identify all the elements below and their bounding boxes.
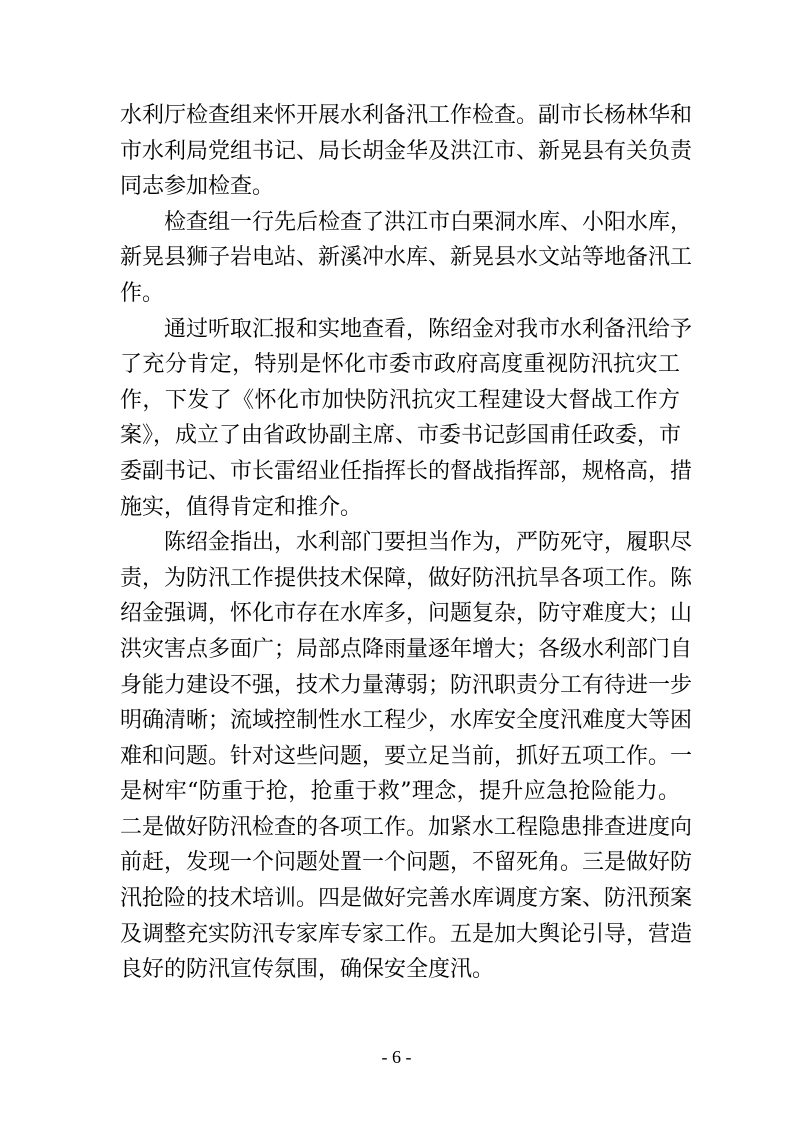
text-line: 前赶，发现一个问题处置一个问题，不留死角。三是做好防 <box>120 850 693 876</box>
text-line: 通过听取汇报和实地查看，陈绍金对我市水利备汛给予 <box>164 316 693 342</box>
text-line: 市水利局党组书记、局长胡金华及洪江市、新晃县有关负责 <box>120 138 693 164</box>
text-line: 陈绍金指出，水利部门要担当作为，严防死守，履职尽 <box>164 530 693 556</box>
text-line: 洪灾害点多面广；局部点降雨量逐年增大；各级水利部门自 <box>120 636 693 662</box>
text-line: 责，为防汛工作提供技术保障，做好防汛抗旱各项工作。陈 <box>120 565 693 591</box>
text-line: 绍金强调，怀化市存在水库多，问题复杂，防守难度大；山 <box>120 601 693 627</box>
text-line: 难和问题。针对这些问题，要立足当前，抓好五项工作。一 <box>120 743 693 769</box>
text-line: 明确清晰；流域控制性水工程少，水库安全度汛难度大等困 <box>120 708 693 734</box>
text-line: 及调整充实防汛专家库专家工作。五是加大舆论引导，营造 <box>120 921 693 947</box>
text-line: 案》，成立了由省政协副主席、市委书记彭国甫任政委，市 <box>120 423 682 449</box>
text-line: 水利厅检查组来怀开展水利备汛工作检查。副市长杨林华和 <box>120 103 693 128</box>
text-line: 检查组一行先后检查了洪江市白栗洞水库、小阳水库， <box>164 209 693 235</box>
text-line: 同志参加检查。 <box>120 174 275 200</box>
paragraph-1 <box>120 98 693 205</box>
page-number: - 6 - <box>381 1047 412 1067</box>
text-line: 良好的防汛宣传氛围，确保安全度汛。 <box>120 957 495 983</box>
paragraph-4 <box>120 525 693 988</box>
body-text <box>120 98 693 988</box>
text-line: 是树牢“防重于抢，抢重于救”理念，提升应急抢险能力。 <box>120 779 680 805</box>
text-line: 作，下发了《怀化市加快防汛抗灾工程建设大督战工作方 <box>120 387 680 413</box>
paragraph-3 <box>120 312 693 526</box>
text-line: 施实，值得肯定和推介。 <box>120 494 363 520</box>
text-line: 了充分肯定，特别是怀化市委市政府高度重视防汛抗灾工 <box>120 352 680 378</box>
text-line: 身能力建设不强，技术力量薄弱；防汛职责分工有待进一步 <box>120 672 693 698</box>
text-line: 汛抢险的技术培训。四是做好完善水库调度方案、防汛预案 <box>120 886 693 912</box>
text-line: 新晃县狮子岩电站、新溪冲水库、新晃县水文站等地备汛工 <box>120 245 693 271</box>
text-line: 作。 <box>120 280 165 306</box>
text-line: 二是做好防汛检查的各项工作。加紧水工程隐患排查进度向 <box>120 814 693 840</box>
text-line: 委副书记、市长雷绍业任指挥长的督战指挥部，规格高，措 <box>120 458 693 484</box>
paragraph-2 <box>120 205 693 312</box>
